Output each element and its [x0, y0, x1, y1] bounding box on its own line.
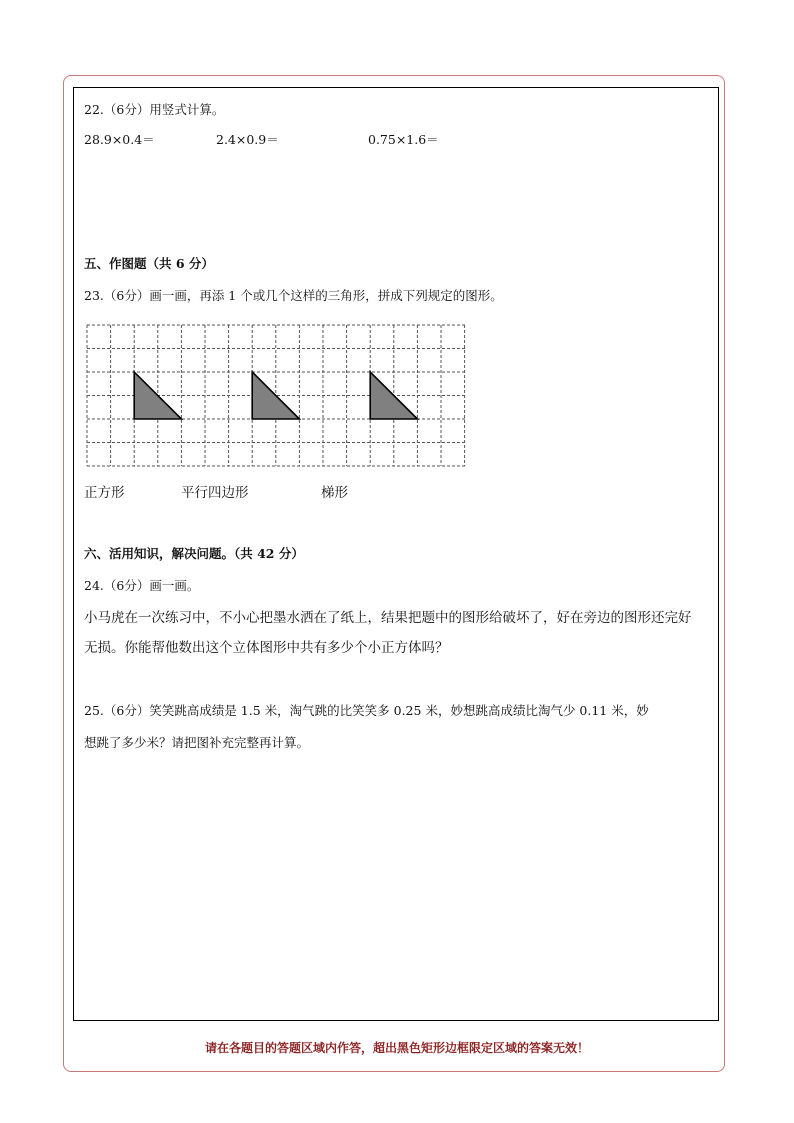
- q24-header: 24.（6分）画一画。: [84, 578, 200, 593]
- label-parallelogram: 平行四边形: [181, 485, 249, 501]
- section6-title: 六、活用知识，解决问题。（共 42 分）: [84, 546, 304, 561]
- answer-area-notice: 请在各题目的答题区域内作答，超出黑色矩形边框限定区域的答案无效！: [204, 1041, 589, 1055]
- q22-problem-2: 2.4×0.9＝: [216, 132, 279, 147]
- q25-text-line2: 想跳了多少米？请把图补充完整再计算。: [84, 735, 310, 750]
- label-trapezoid: 梯形: [321, 485, 348, 501]
- dotted-grid-diagram: [86, 324, 468, 470]
- label-square: 正方形: [84, 485, 125, 501]
- q22-header: 22.（6分）用竖式计算。: [84, 102, 225, 117]
- triangle-3: [370, 372, 417, 419]
- section5-title: 五、作图题（共 6 分）: [84, 256, 214, 271]
- q22-problem-3: 0.75×1.6＝: [368, 132, 439, 147]
- q24-text-line1: 小马虎在一次练习中，不小心把墨水洒在了纸上，结果把题中的图形给破坏了，好在旁边的图形还完好: [84, 610, 692, 626]
- q25-text-line1: 25.（6分）笑笑跳高成绩是 1.5 米，淘气跳的比笑笑多 0.25 米，妙想跳高成绩比淘气少 0.11 米，妙: [84, 703, 649, 718]
- q24-text-line2: 无损。你能帮他数出这个立体图形中共有多少个小正方体吗？: [84, 640, 449, 656]
- q22-problem-1: 28.9×0.4＝: [84, 132, 155, 147]
- q23-header: 23.（6分）画一画，再添 1 个或几个这样的三角形，拼成下列规定的图形。: [84, 288, 503, 303]
